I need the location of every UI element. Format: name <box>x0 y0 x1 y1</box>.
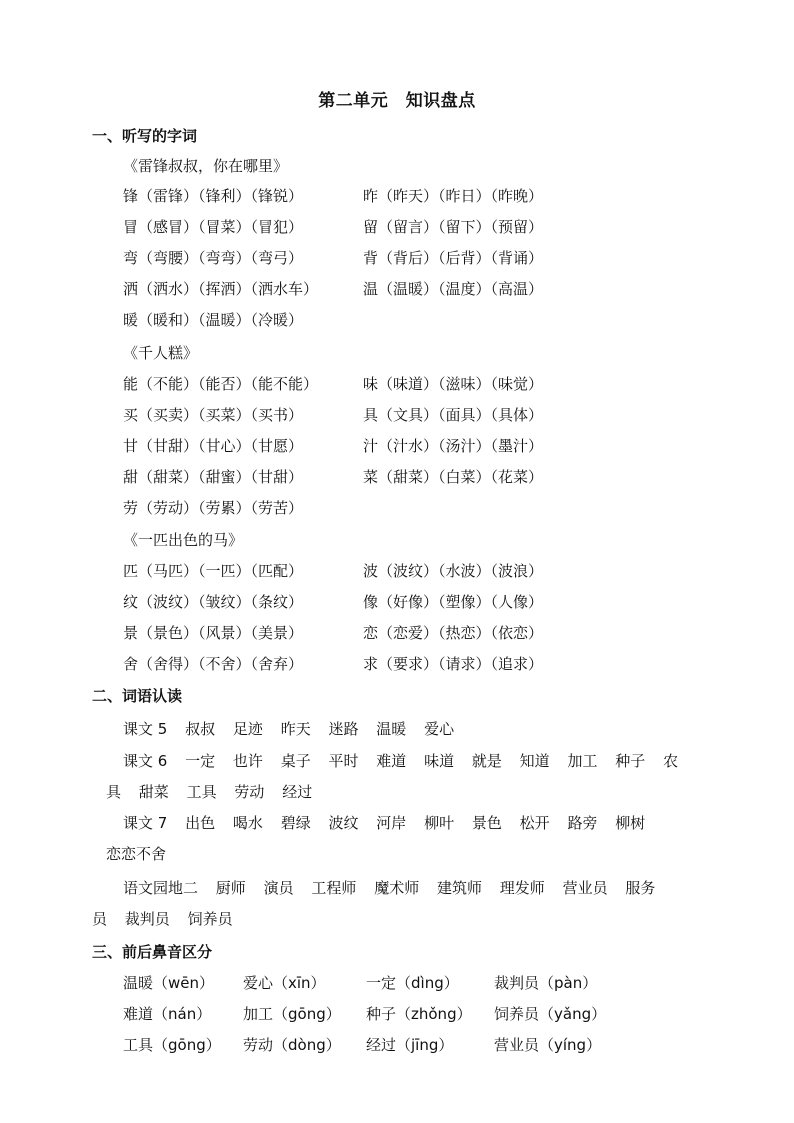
word-line <box>123 813 645 833</box>
word: 味道 <box>424 752 455 770</box>
word: 一定 <box>185 752 216 770</box>
word: 温暖 <box>376 720 407 738</box>
word-entry: 波（波纹）（水波）（波浪） <box>363 562 544 580</box>
word-entry: 景（景色）（风景）（美景） <box>123 624 304 642</box>
word: 裁判员 <box>124 910 170 928</box>
word-line <box>123 878 655 898</box>
word: 农 <box>663 752 679 770</box>
word-line <box>106 844 166 864</box>
word-entry: 纹（波纹）（皱纹）（条纹） <box>123 593 304 611</box>
pinyin-entry: 爱心（xīn） <box>243 974 326 992</box>
word-line <box>123 751 678 771</box>
word: 加工 <box>567 752 598 770</box>
word-entry: 具（文具）（面具）（具体） <box>363 406 544 424</box>
word-entry: 弯（弯腰）（弯弯）（弯弓） <box>123 249 304 267</box>
lesson-title: 《雷锋叔叔，你在哪里》 <box>123 157 289 175</box>
pinyin-entry: 工具（gōng） <box>123 1036 221 1054</box>
group-label: 课文 6 <box>123 752 168 770</box>
word-entry: 甘（甘甜）（甘心）（甘愿） <box>123 437 304 455</box>
word-entry: 味（味道）（滋味）（味觉） <box>363 375 544 393</box>
pinyin-entry: 加工（gōng） <box>243 1005 341 1023</box>
word: 难道 <box>376 752 407 770</box>
word: 桌子 <box>280 752 311 770</box>
word-entry: 暖（暖和）（温暖）（冷暖） <box>123 311 304 329</box>
word-entry: 背（背后）（后背）（背诵） <box>363 249 544 267</box>
word-entry: 洒（洒水）（挥洒）（洒水车） <box>123 280 319 298</box>
word: 魔术师 <box>374 879 420 897</box>
word: 员 <box>92 910 108 928</box>
word: 柳树 <box>615 814 646 832</box>
word-entry: 温（温暖）（温度）（高温） <box>363 280 544 298</box>
lesson-title: 《千人糕》 <box>123 344 199 362</box>
word: 营业员 <box>562 879 608 897</box>
word-entry: 劳（劳动）（劳累）（劳苦） <box>123 499 304 517</box>
lesson-title: 《一匹出色的马》 <box>123 531 244 549</box>
word: 工程师 <box>311 879 357 897</box>
group-label: 课文 5 <box>123 720 168 738</box>
pinyin-entry: 种子（zhǒng） <box>366 1005 472 1023</box>
word: 松开 <box>519 814 550 832</box>
word: 也许 <box>232 752 263 770</box>
word: 平时 <box>328 752 359 770</box>
pinyin-entry: 经过（jīng） <box>366 1036 454 1054</box>
pinyin-entry: 裁判员（pàn） <box>494 974 598 992</box>
word: 足迹 <box>232 720 263 738</box>
word-entry: 匹（马匹）（一匹）（匹配） <box>123 562 304 580</box>
group-label: 语文园地二 <box>123 879 199 897</box>
pinyin-entry: 饲养员（yǎng） <box>494 1005 607 1023</box>
word: 恋恋不舍 <box>106 845 167 863</box>
word: 波纹 <box>328 814 359 832</box>
word: 知道 <box>519 752 550 770</box>
word: 甜菜 <box>138 783 169 801</box>
word: 经过 <box>282 783 313 801</box>
word: 建筑师 <box>436 879 482 897</box>
word-entry: 求（要求）（请求）（追求） <box>363 655 544 673</box>
word: 碧绿 <box>280 814 311 832</box>
word-entry: 恋（恋爱）（热恋）（依恋） <box>363 624 544 642</box>
pinyin-entry: 一定（dìng） <box>366 974 459 992</box>
word-entry: 甜（甜菜）（甜蜜）（甘甜） <box>123 468 304 486</box>
word-entry: 留（留言）（留下）（预留） <box>363 218 544 236</box>
word-entry: 汁（汁水）（汤汁）（墨汁） <box>363 437 544 455</box>
word-entry: 能（不能）（能否）（能不能） <box>123 375 319 393</box>
word: 厨师 <box>215 879 246 897</box>
word: 爱心 <box>424 720 455 738</box>
word: 河岸 <box>376 814 407 832</box>
word: 就是 <box>471 752 502 770</box>
word-line <box>106 782 312 802</box>
word: 饲养员 <box>187 910 233 928</box>
word: 柳叶 <box>424 814 455 832</box>
word-grid-lesson-1 <box>123 186 603 341</box>
word-entry: 菜（甜菜）（白菜）（花菜） <box>363 468 544 486</box>
word: 景色 <box>471 814 502 832</box>
section-heading-nasal-sounds: 三、前后鼻音区分 <box>92 943 213 961</box>
word: 路旁 <box>567 814 598 832</box>
word: 种子 <box>615 752 646 770</box>
word-entry: 像（好像）（塑像）（人像） <box>363 593 544 611</box>
pinyin-grid <box>123 973 634 1066</box>
section-heading-word-reading: 二、词语认读 <box>92 687 183 705</box>
group-label: 课文 7 <box>123 814 168 832</box>
word: 服务 <box>625 879 656 897</box>
pinyin-entry: 温暖（wēn） <box>123 974 215 992</box>
word-line <box>123 719 454 739</box>
word: 演员 <box>263 879 294 897</box>
word-entry: 锋（雷锋）（锋利）（锋锐） <box>123 187 304 205</box>
word: 具 <box>106 783 122 801</box>
word-entry: 买（买卖）（买菜）（买书） <box>123 406 304 424</box>
page-title: 第二单元 知识盘点 <box>318 91 476 111</box>
pinyin-entry: 营业员（yíng） <box>494 1036 602 1054</box>
pinyin-entry: 难道（nán） <box>123 1005 212 1023</box>
word-entry: 冒（感冒）（冒菜）（冒犯） <box>123 218 304 236</box>
word-grid-lesson-3 <box>123 561 603 685</box>
word: 昨天 <box>280 720 311 738</box>
word: 出色 <box>185 814 216 832</box>
section-heading-dictation: 一、听写的字词 <box>92 127 198 145</box>
word: 劳动 <box>234 783 265 801</box>
word: 叔叔 <box>185 720 216 738</box>
word: 理发师 <box>499 879 545 897</box>
word-entry: 昨（昨天）（昨日）（昨晚） <box>363 187 544 205</box>
word-line <box>92 909 233 929</box>
word-entry: 舍（舍得）（不舍）（舍弃） <box>123 655 304 673</box>
word: 喝水 <box>232 814 263 832</box>
pinyin-entry: 劳动（dòng） <box>243 1036 341 1054</box>
word: 迷路 <box>328 720 359 738</box>
word-grid-lesson-2 <box>123 374 603 529</box>
word: 工具 <box>186 783 217 801</box>
